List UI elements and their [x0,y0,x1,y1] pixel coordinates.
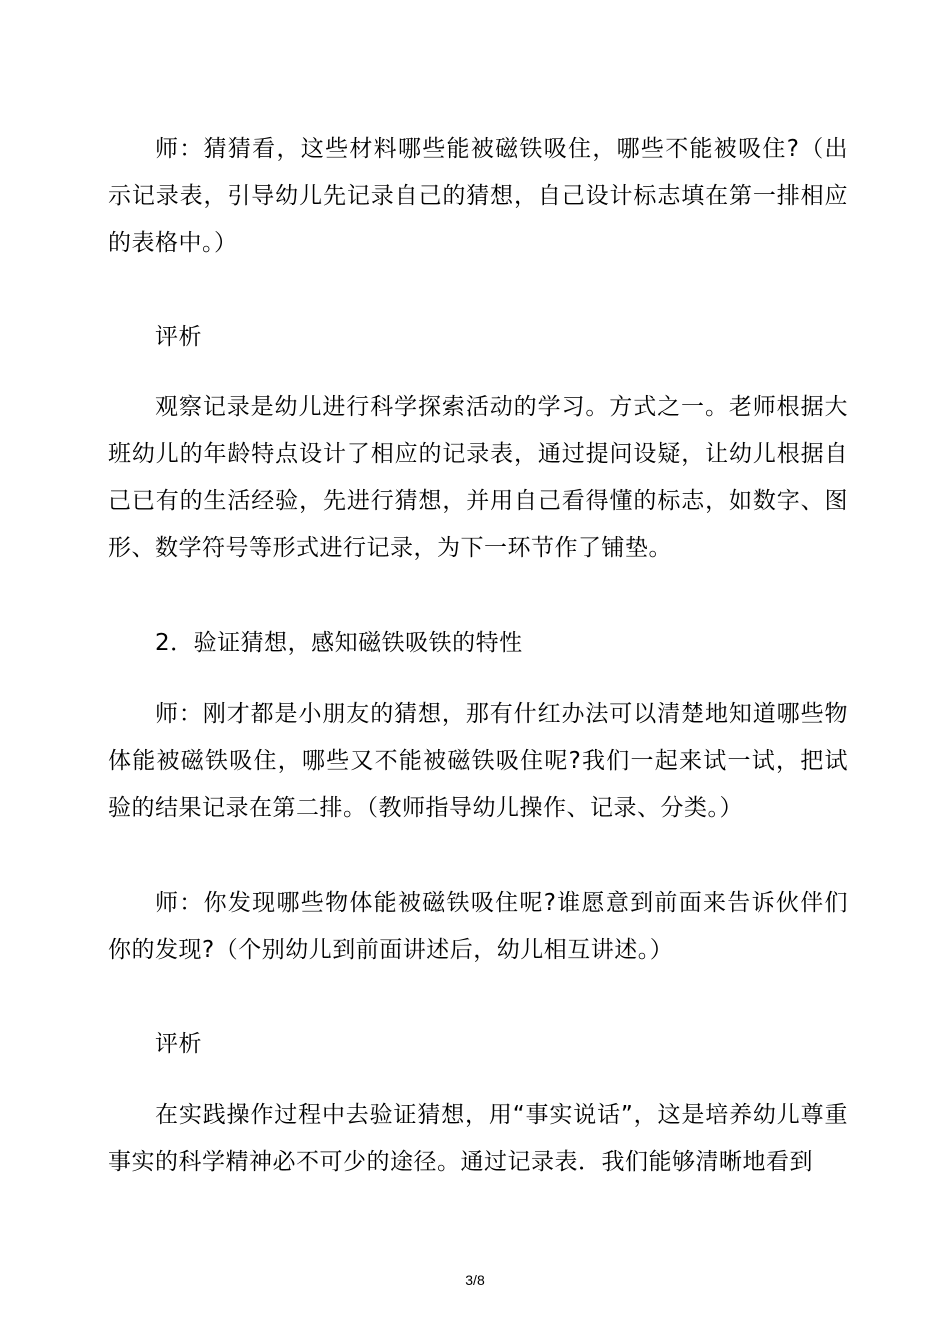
paragraph-observation-record: 观察记录是幼儿进行科学探索活动的学习。方式之一。老师根据大班幼儿的年龄特点设计了相应的记录表，通过提问设疑，让幼儿根据自己已有的生活经验，先进行猜想，并用自己看得懂的标志，如数字、图形、数学符号等形式进行记录，为下一环节作了铺垫。 [108,394,848,561]
paragraph-practice: 在实践操作过程中去验证猜想，用“事实说话”，这是培养幼儿尊重事实的科学精神必不可少的途径。通过记录表．我们能够清晰地看到 [108,1102,848,1175]
heading-section-2: 2．验证猜想，感知磁铁吸铁的特性 [155,630,523,656]
paragraph-teacher-verify: 师：刚才都是小朋友的猜想，那有什红办法可以清楚地知道哪些物体能被磁铁吸住，哪些又不能被磁铁吸住呢?我们一起来试一试，把试验的结果记录在第二排。（教师指导幼儿操作、记录、分类。） [108,701,848,821]
paragraph-teacher-discovery: 师：你发现哪些物体能被磁铁吸住呢?谁愿意到前面来告诉伙伴们你的发现?（个别幼儿到前面讲述后，幼儿相互讲述。） [108,890,848,963]
paragraph-teacher-guess: 师：猜猜看，这些材料哪些能被磁铁吸住，哪些不能被吸住?（出示记录表，引导幼儿先记录自己的猜想，自己设计标志填在第一排相应的表格中。） [108,136,848,256]
heading-analysis-1: 评析 [155,324,202,350]
page-number: 3/8 [465,1272,485,1288]
heading-analysis-2: 评析 [155,1031,202,1057]
